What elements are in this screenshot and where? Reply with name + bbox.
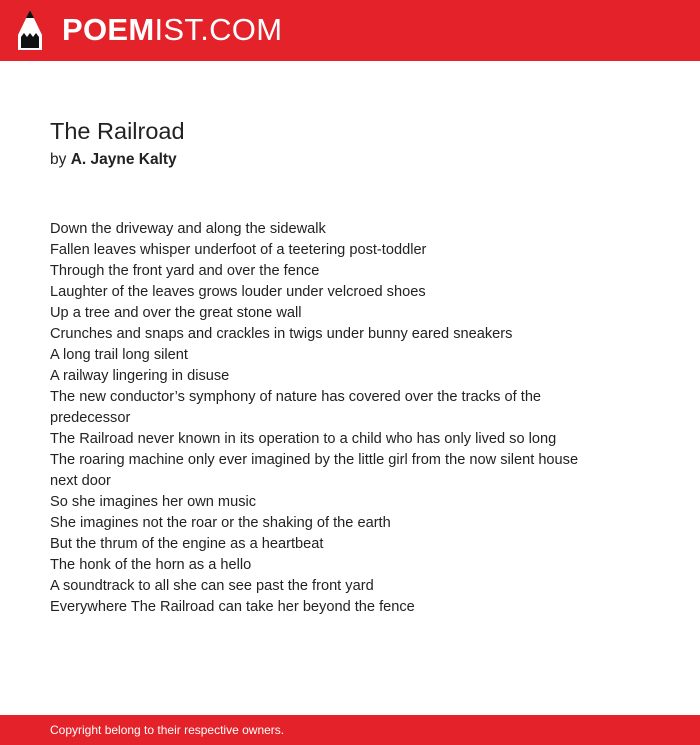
poem-line: Down the driveway and along the sidewalk [50, 221, 326, 237]
author-name[interactable]: A. Jayne Kalty [70, 151, 177, 168]
poem-line: So she imagines her own music [50, 494, 257, 510]
poem-line: The Railroad never known in its operation to a child who has only lived so long [50, 431, 557, 447]
copyright-text: Copyright belong to their respective owners. [50, 723, 285, 737]
byline [50, 149, 610, 171]
poem-line: Crunches and snaps and crackles in twigs under bunny eared sneakers [50, 326, 513, 342]
site-logo [62, 11, 282, 49]
poem-line: Laughter of the leaves grows louder under velcroed shoes [50, 284, 426, 300]
poem-line: The honk of the horn as a hello [50, 557, 252, 573]
poem-line: But the thrum of the engine as a heartbeat [50, 536, 324, 552]
poem-line: She imagines not the roar or the shaking of the earth [50, 515, 391, 531]
logo-bold-text: POEM [62, 12, 155, 47]
site-footer [0, 715, 700, 745]
poem-line: Everywhere The Railroad can take her beyond the fence [50, 599, 415, 615]
poem-line: The roaring machine only ever imagined by the little girl from the now silent house next door [50, 452, 579, 489]
poem-body [50, 219, 580, 618]
poem-line: A soundtrack to all she can see past the front yard [50, 578, 374, 594]
poem-line: Through the front yard and over the fence [50, 263, 320, 279]
poem-content [50, 113, 610, 618]
poem-line: A railway lingering in disuse [50, 368, 230, 384]
pencil-icon [17, 9, 43, 52]
poem-line: Fallen leaves whisper underfoot of a teetering post-toddler [50, 242, 427, 258]
poem-title: The Railroad [50, 118, 185, 144]
poem-line: The new conductor’s symphony of nature has covered over the tracks of the predecessor [50, 389, 542, 426]
poem-line: A long trail long silent [50, 347, 188, 363]
site-header [0, 0, 700, 61]
by-label: by [50, 151, 67, 168]
poem-line: Up a tree and over the great stone wall [50, 305, 302, 321]
logo-light-text: IST.COM [154, 12, 283, 47]
